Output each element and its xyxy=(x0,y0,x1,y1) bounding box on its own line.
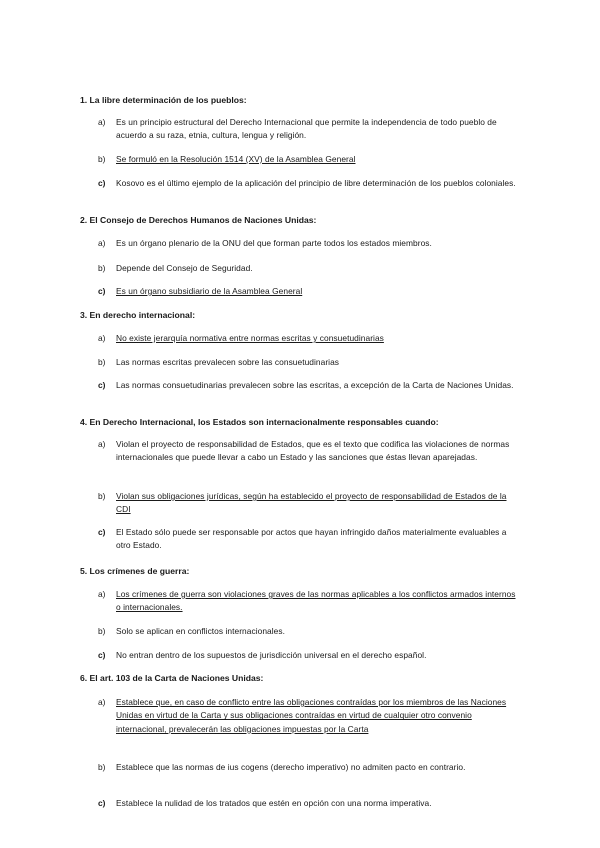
question-1-title: 1. La libre determinación de los pueblos: xyxy=(80,95,247,105)
option-text: No entran dentro de los supuestos de jurisdicción universal en el derecho español. xyxy=(116,650,427,660)
option-text: Solo se aplican en conflictos internacionales. xyxy=(116,626,285,636)
option-text: El Estado sólo puede ser responsable por actos que hayan infringido daños materialmente evaluables a otro Estado. xyxy=(116,527,507,551)
option-letter: a) xyxy=(98,333,106,343)
question-3-title: 3. En derecho internacional: xyxy=(80,310,196,320)
option-letter: c) xyxy=(98,527,106,537)
option-text-correct: Se formuló en la Resolución 1514 (XV) de la Asamblea General xyxy=(116,154,356,164)
option-text: Violan el proyecto de responsabilidad de Estados, que es el texto que codifica las violaciones de normas internacionales que puede llevar a cabo un Estado y las sanciones que éstas llevan aparejadas. xyxy=(116,439,510,463)
option-text-correct: Violan sus obligaciones jurídicas, según ha establecido el proyecto de responsabilidad de Estados de la CDI xyxy=(116,491,507,515)
option-letter: a) xyxy=(98,589,106,599)
question-6-title: 6. El art. 103 de la Carta de Naciones Unidas: xyxy=(80,673,264,683)
option-letter: c) xyxy=(98,650,106,660)
option-letter: a) xyxy=(98,117,106,127)
option-letter: c) xyxy=(98,380,106,390)
option-text: Establece la nulidad de los tratados que estén en opción con una norma imperativa. xyxy=(116,798,432,808)
option-text: Es un órgano plenario de la ONU del que forman parte todos los estados miembros. xyxy=(116,238,432,248)
option-letter: a) xyxy=(98,697,106,707)
option-letter: a) xyxy=(98,439,106,449)
option-text: Las normas escritas prevalecen sobre las consuetudinarias xyxy=(116,357,340,367)
option-text: Depende del Consejo de Seguridad. xyxy=(116,263,253,273)
option-letter: b) xyxy=(98,263,106,273)
option-text-correct: Establece que, en caso de conflicto entre las obligaciones contraídas por los miembros de las Naciones Unidas en virtud de la Carta y sus obligaciones contraídas en virtud de cualquier otro convenio internacional, prevalecerán las obligaciones impuestas por la Carta xyxy=(116,697,507,734)
option-letter: b) xyxy=(98,154,106,164)
option-letter: c) xyxy=(98,178,106,188)
option-text: Es un principio estructural del Derecho Internacional que permite la independencia de todo pueblo de acuerdo a su raza, etnia, cultura, lengua y religión. xyxy=(116,117,497,141)
question-4-title: 4. En Derecho Internacional, los Estados son internacionalmente responsables cuando: xyxy=(80,417,439,427)
option-text-correct: Los crímenes de guerra son violaciones graves de las normas aplicables a los conflictos armados internos o internacionales. xyxy=(116,589,516,613)
option-letter: b) xyxy=(98,626,106,636)
option-letter: a) xyxy=(98,238,106,248)
option-letter: c) xyxy=(98,798,106,808)
option-letter: c) xyxy=(98,286,106,296)
option-letter: b) xyxy=(98,762,106,772)
option-text: Establece que las normas de ius cogens (derecho imperativo) no admiten pacto en contrario. xyxy=(116,762,466,772)
option-text-correct: Es un órgano subsidiario de la Asamblea General xyxy=(116,286,303,296)
option-text-correct: No existe jerarquía normativa entre normas escritas y consuetudinarias xyxy=(116,333,384,343)
question-5-title: 5. Los crímenes de guerra: xyxy=(80,566,190,576)
option-letter: b) xyxy=(98,491,106,501)
question-2-title: 2. El Consejo de Derechos Humanos de Naciones Unidas: xyxy=(80,215,317,225)
option-text: Las normas consuetudinarias prevalecen sobre las escritas, a excepción de la Carta de Naciones Unidas. xyxy=(116,380,514,390)
option-letter: b) xyxy=(98,357,106,367)
option-text: Kosovo es el último ejemplo de la aplicación del principio de libre determinación de los pueblos coloniales. xyxy=(116,178,516,188)
